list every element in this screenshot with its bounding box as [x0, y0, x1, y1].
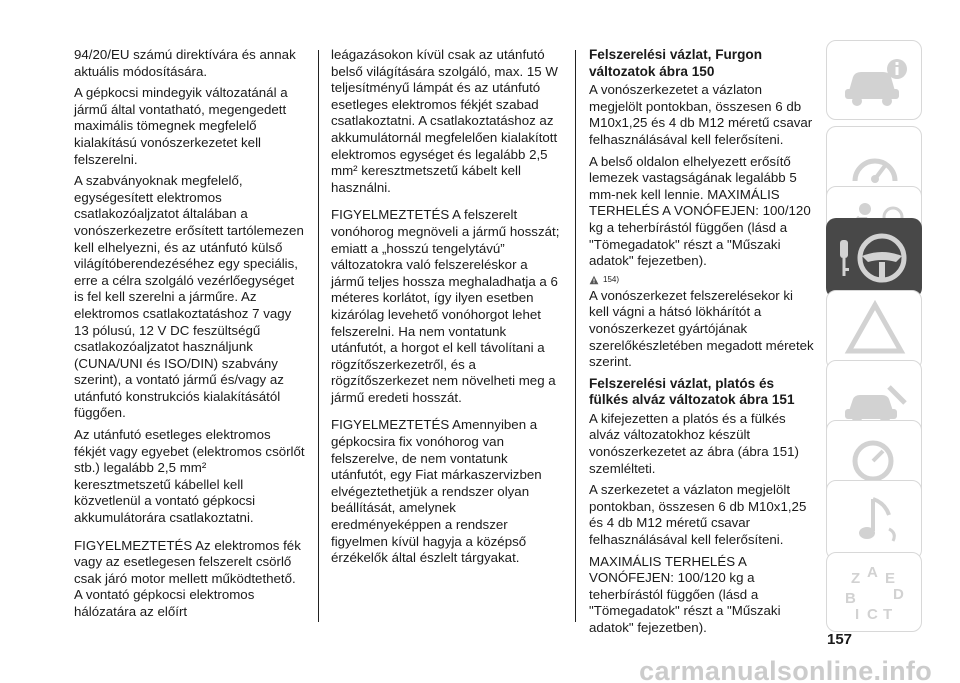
chapter-tab-car-info[interactable] [826, 40, 922, 120]
key-steering-wheel-icon [826, 218, 922, 298]
svg-text:B: B [845, 590, 856, 607]
svg-text:Z: Z [851, 570, 861, 587]
car-info-icon [827, 41, 923, 121]
paragraph: MAXIMÁLIS TERHELÉS A VONÓFEJEN: 100/120 kg a teherbírástól függően (lásd a "Tömegadatok" részt a "Műszaki adatok" fejezetben). [589, 553, 781, 635]
note-reference [589, 275, 814, 285]
warning-triangle-icon [827, 291, 923, 371]
warning-paragraph: FIGYELMEZTETÉS Az elektromos fék vagy az esetlegesen felszerelt csörlő csak járó motor mellett működtethető. A vontató gépkocsi elektromos hálózatára az előírt [74, 537, 301, 619]
chapter-tab-emergency[interactable] [826, 290, 922, 370]
svg-text:T: T [883, 606, 893, 623]
paragraph: 94/20/EU számú direktívára és annak aktuális módosítására. [74, 47, 296, 79]
warning-paragraph: FIGYELMEZTETÉS Amennyiben a gépkocsira fix vonóhorog van felszerelve, de nem vontatunk utánfutót, egy Fiat márkaszervizben elvégeztethetjük a rendszer olyan beállítását, amelynek eredményeképpen a rendszer figyelmen kívül hagyja a középső érzékelők által észlelt tárgyakat. [331, 417, 542, 566]
note-reference-number: 154) [603, 274, 620, 284]
page-number: 157 [827, 631, 853, 648]
text-column-2 [331, 47, 563, 572]
svg-text:I: I [855, 606, 860, 623]
paragraph: leágazásokon kívül csak az utánfutó belső világítására szolgáló, max. 15 W teljesítményű lámpát és az utánfutó esetleges elektromos fékjét szabad csatlakoztatni. A csatlakoztatáshoz az akkumulátornál megfelelően kialakított elektromos egységet és legalább 2,5 mm² keresztmetszetű kábelt kell használni. [331, 47, 558, 195]
chapter-tab-index[interactable] [826, 552, 922, 632]
warning-paragraph: FIGYELMEZTETÉS A felszerelt vonóhorog megnöveli a jármű hosszát; emiatt a „hosszú tengelytávú” változatokra való felszereléskor a jármű teljes hossza meghaladhatja a 6 méteres korlátot, így ilyen esetben kizárólag levehető vonóhorgot lehet felszerelni. Ha nem vontatunk utánfutót, a horgot el kell távolítani a rögzítőszerkezetről, és a rögzítőszerkezet nem növelheti meg a jármű eredeti hosszát. [331, 207, 560, 405]
svg-text:C: C [867, 606, 878, 623]
alphabet-index-icon [827, 553, 923, 633]
chapter-tab-start-driving[interactable] [826, 218, 922, 298]
music-note-icon [827, 481, 923, 561]
svg-text:E: E [885, 570, 896, 587]
paragraph: A kifejezetten a platós és a fülkés alváz változatokhoz készült vonószerkezetet az ábra (ábra 151) szemlélteti. [589, 410, 799, 476]
warning-triangle-icon [589, 275, 599, 285]
paragraph: A gépkocsi mindegyik változatánál a jármű által vontatható, megengedett maximális tömegnek megfelelő kialakítású vonószerkezetet kell felszerelni. [74, 85, 288, 167]
paragraph: A szerkezetet a vázlaton megjelölt pontokban, összesen 6 db M10x1,25 és 4 db M12 méretű csavar felhasználásával kell felerősíteni. [589, 482, 807, 548]
section-heading: Felszerelési vázlat, platós és fülkés alváz változatok ábra 151 [589, 375, 795, 408]
svg-text:A: A [867, 564, 878, 581]
text-column-3 [589, 47, 814, 642]
paragraph: A vonószerkezet felszerelésekor ki kell vágni a hátsó lökhárítót a vonószerkezet gyártójának szerelőkészletében megadott méretek szerint. [589, 287, 814, 370]
paragraph: A szabványoknak megfelelő, egységesített elektromos csatlakozóaljzatot általában a vonószerkezetre erősített tartólemezen kell elhelyezni, és az utánfutó külső világítóberendezéséhez egy speciális, erre a célra szolgáló vezérlőegységet is fel kell szerelni a járműre. Az elektromos csatlakoztatáshoz 7 vagy 13 pólusú, 12 V DC feszültségű csatlakozóaljzatot használjunk (CUNA/UNI és ISO/DIN) szabvány szerint), a vontató jármű és/vagy az utánfutó konstrukciós kialakításától függően. [74, 173, 304, 421]
paragraph: A belső oldalon elhelyezett erősítő lemezek vastagságának legalább 5 mm-nek kell lennie. MAXIMÁLIS TERHELÉS A VONÓFEJEN: 100/120 kg a teherbírástól függően (lásd a "Tömegadatok" részt a "Műszaki adatok" fejezetben). [589, 153, 811, 269]
text-column-1 [74, 47, 306, 626]
chapter-tab-multimedia[interactable] [826, 480, 922, 560]
column-divider [318, 50, 319, 622]
paragraph: A vonószerkezetet a vázlaton megjelölt pontokban, összesen 6 db M10x1,25 és 4 db M12 méretű csavar felhasználásával kell felerősíteni. [589, 82, 813, 147]
paragraph: Az utánfutó esetleges elektromos fékjét vagy egyebet (elektromos csörlőt stb.) legalább 2,5 mm² keresztmetszetű kábellel kell közvetlenül a vontató gépkocsi akkumulátorára csatlakoztatni. [74, 427, 305, 526]
watermark: carmanualsonline.info [639, 656, 932, 683]
svg-text:D: D [893, 586, 904, 603]
section-heading: Felszerelési vázlat, Furgon változatok ábra 150 [589, 47, 763, 79]
column-divider [575, 50, 576, 622]
